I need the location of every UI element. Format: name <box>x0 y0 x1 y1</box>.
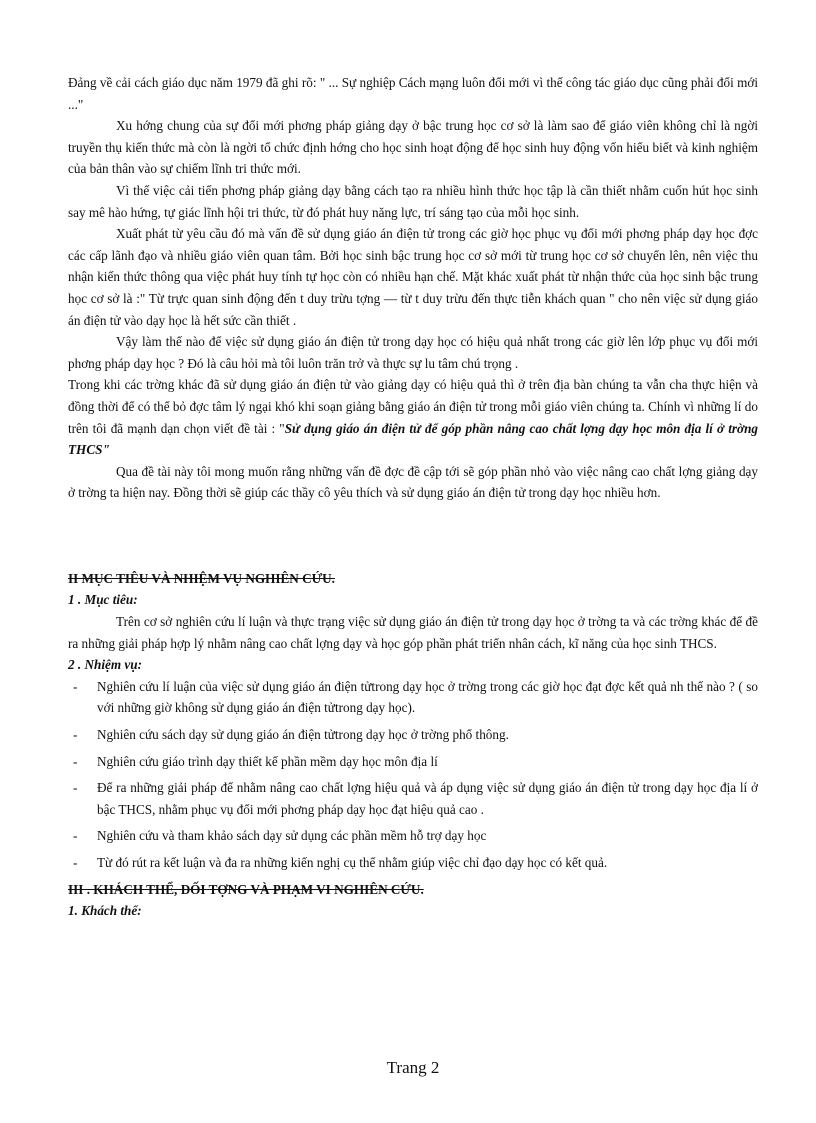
list-dash: - <box>73 727 78 743</box>
list-item: - Nghiên cứu giáo trình dạy thiết kế phần mềm dạy học môn địa lí <box>68 751 758 773</box>
section-2-heading: II MỤC TIÊU VÀ NHIỆM VỤ NGHIÊN CỨU. <box>68 570 335 586</box>
list-dash: - <box>73 753 78 769</box>
list-item: - Nghiên cứu lí luận của việc sử dụng giáo án điện tửtrong dạy học ở trờng trong các giờ học đạt đợc kết quả nh thế nào ? ( so với những giờ không sử dụng giáo án điện tửtrong dạy học). <box>68 676 758 719</box>
reason-paragraph <box>68 374 758 460</box>
muc-tieu-paragraph: Trên cơ sở nghiên cứu lí luận và thực trạng việc sử dụng giáo án điện tử trong dạy học ở trờng ta và các trờng khác để đề ra những giải pháp hợp lý nhằm nâng cao chất lợng dạy và học góp phần phát triển nhân cách, kĩ năng của học sinh THCS. <box>68 614 758 651</box>
list-dash: - <box>73 678 78 694</box>
nhiem-vu-heading: 2 . Nhiệm vụ: <box>68 657 142 673</box>
document-page <box>68 72 758 922</box>
khach-the-heading: 1. Khách thể: <box>68 903 142 919</box>
intro-paragraph-2: Xu hớng chung của sự đổi mới phơng pháp giảng dạy ở bậc trung học cơ sở là làm sao để giáo viên không chỉ là ngời truyền thụ kiến thức mà còn là ngời tổ chức định hớng cho học sinh hoạt động để học sinh huy động vốn hiểu biết và kinh nghiệm của bản thân vào sự chiếm lĩnh tri thức mới. <box>68 118 758 177</box>
section-gap <box>68 504 758 568</box>
page-number: Trang 2 <box>386 1058 440 1077</box>
section-3-heading: III . KHÁCH THỂ, ĐỐI TỢNG VÀ PHẠM VI NGHIÊN CỨU. <box>68 881 424 897</box>
thesis-title: Sử dụng giáo án điện tử để góp phần nâng cao chất lợng dạy học môn địa lí ở trờng THCS <box>68 420 758 458</box>
list-item: - Nghiên cứu sách dạy sử dụng giáo án điện tửtrong dạy học ở trờng phổ thông. <box>68 724 758 746</box>
thesis-title-close: " <box>102 442 110 458</box>
reason-text: Trong khi các trờng khác đã sử dụng giáo án điện tử vào giảng dạy có hiệu quả thì ở trên địa bàn chúng ta vẫn cha thực hiện và đồng thời để có thể bỏ đợc tâm lý ngại khó khi soạn giảng bằng giáo án điện tử trong mỗi giáo viên chúng ta. Chính vì những lí do trên tôi đã mạnh dạn chọn viết đề tài : " <box>68 377 758 436</box>
intro-paragraph-4: Xuất phát từ yêu cầu đó mà vấn đề sử dụng giáo án điện tử trong các giờ học phục vụ đổi mới phơng pháp dạy học đợc các cấp lãnh đạo và nhiều giáo viên quan tâm. Bởi học sinh bậc trung học cơ sở mới từ trung học cơ sở chuyển lên, nên việc thu nhận kiến thức thông qua việc phát huy tính tự học còn có nhiều hạn chế. Mặt khác xuất phát từ nhận thức của học sinh bậc trung học cơ sở là :" Từ trực quan sinh động đến t duy trừu tợng — từ t duy trừu đến thực tiễn khách quan " cho nên việc sử dụng giáo án điện tử vào dạy học là hết sức cần thiết . <box>68 226 758 328</box>
nhiem-vu-list <box>68 676 758 874</box>
intro-paragraph-1: Đảng về cải cách giáo dục năm 1979 đã ghi rõ: " ... Sự nghiệp Cách mạng luôn đổi mới vì thế công tác giáo dục cũng phải đổi mới ..." <box>68 75 758 112</box>
list-item: - Nghiên cứu và tham khảo sách dạy sử dụng các phần mềm hỗ trợ dạy học <box>68 825 758 847</box>
list-item: - Để ra những giải pháp để nhằm nâng cao chất lợng hiệu quả và áp dụng việc sử dụng giáo án điện tử trong dạy học địa lí ở bậc THCS, nhằm phục vụ đổi mới phơng pháp dạy học đạt hiệu quả cao . <box>68 777 758 820</box>
list-item: - Từ đó rút ra kết luận và đa ra những kiến nghị cụ thể nhằm giúp việc chỉ đạo dạy học có kết quả. <box>68 852 758 874</box>
intro-paragraph-3: Vì thế việc cải tiến phơng pháp giảng dạy bằng cách tạo ra nhiều hình thức học tập là cần thiết nhằm cuốn hút học sinh say mê hào hứng, tự giác lĩnh hội tri thức, từ đó phát huy năng lực, trí sáng tạo của mỗi học sinh. <box>68 182 758 220</box>
conclusion-paragraph: Qua đề tài này tôi mong muốn rằng những vấn đề đợc đề cập tới sẽ góp phần nhỏ vào việc nâng cao chất lợng giảng dạy ở trờng ta hiện nay. Đồng thời sẽ giúp các thầy cô yêu thích và sử dụng giáo án điện tử trong dạy học nhiều hơn. <box>68 463 758 501</box>
list-dash: - <box>73 828 78 844</box>
intro-paragraph-5: Vậy làm thế nào để việc sử dụng giáo án điện tử trong dạy học có hiệu quả nhất trong các giờ lên lớp phục vụ đổi mới phơng pháp dạy học ? Đó là câu hỏi mà tôi luôn trăn trở và thực sự lu tâm chú trọng . <box>68 334 758 371</box>
list-dash: - <box>73 855 78 870</box>
muc-tieu-heading: 1 . Mục tiêu: <box>68 592 138 608</box>
list-dash: - <box>73 780 78 796</box>
